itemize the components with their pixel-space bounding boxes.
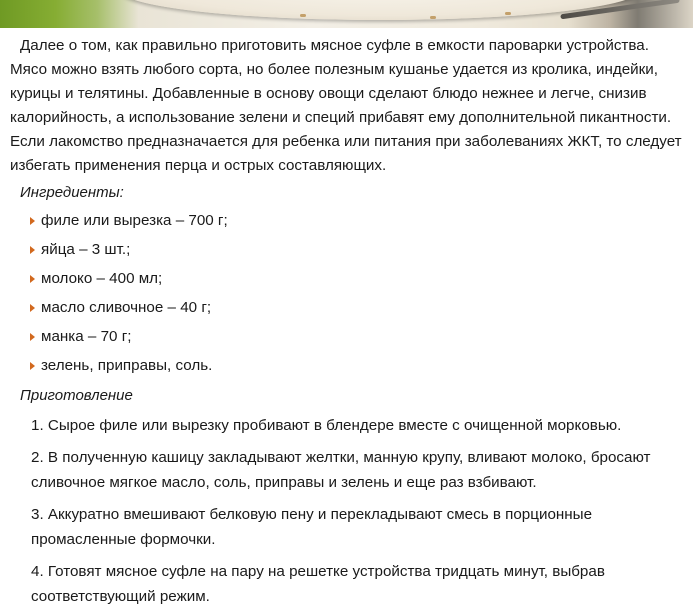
food-crumb [300,14,306,17]
ingredient-text: масло сливочное – 40 г; [41,299,212,316]
intro-paragraph: Далее о том, как правильно приготовить мясное суфле в емкости пароварки устройства. Мясо можно взять любого сорта, но более полезным кушанье удается из кролика, индейки, курицы и телятины. Добавленные в основу овощи сделают блюдо нежнее и легче, снизив калорийность, а использование зелени и специй прибавят ему дополнительной пикантности. Если лакомство предназначается для ребенка или питания при заболеваниях ЖКТ, то следует избегать применения перца и острых составляющих. [10,37,682,174]
ingredient-text: зелень, приправы, соль. [41,357,213,374]
ingredient-item [30,326,686,348]
ingredient-text: филе или вырезка – 700 г; [41,212,228,229]
step-item: 2. В полученную кашицу закладывают желтки, манную крупу, вливают молоко, бросают сливочное мягкое масло, соль, приправы и зелень и еще раз взбивают. [31,449,651,491]
triangle-bullet-icon [30,246,35,254]
ingredient-text: манка – 70 г; [41,328,132,345]
article-body [10,34,686,616]
step-item: 1. Сырое филе или вырезку пробивают в блендере вместе с очищенной морковью. [31,417,622,434]
step-item: 4. Готовят мясное суфле на пару на решетке устройства тридцать минут, выбрав соответствующий режим. [31,563,605,605]
triangle-bullet-icon [30,217,35,225]
triangle-bullet-icon [30,304,35,312]
ingredients-heading: Ингредиенты: [20,184,124,201]
triangle-bullet-icon [30,362,35,370]
ingredients-list [10,210,686,377]
triangle-bullet-icon [30,275,35,283]
ingredient-item [30,355,686,377]
ingredient-text: молоко – 400 мл; [41,270,163,287]
food-crumb [430,16,436,19]
ingredient-item [30,239,686,261]
ingredient-item [30,268,686,290]
step-item: 3. Аккуратно вмешивают белковую пену и перекладывают смесь в порционные промасленные формочки. [31,506,593,548]
ingredient-item [30,297,686,319]
triangle-bullet-icon [30,333,35,341]
preparation-heading: Приготовление [20,387,133,404]
preparation-steps [10,413,686,609]
dish-photo [0,0,693,28]
ingredient-item [30,210,686,232]
food-crumb [505,12,511,15]
ingredient-text: яйца – 3 шт.; [41,241,131,258]
